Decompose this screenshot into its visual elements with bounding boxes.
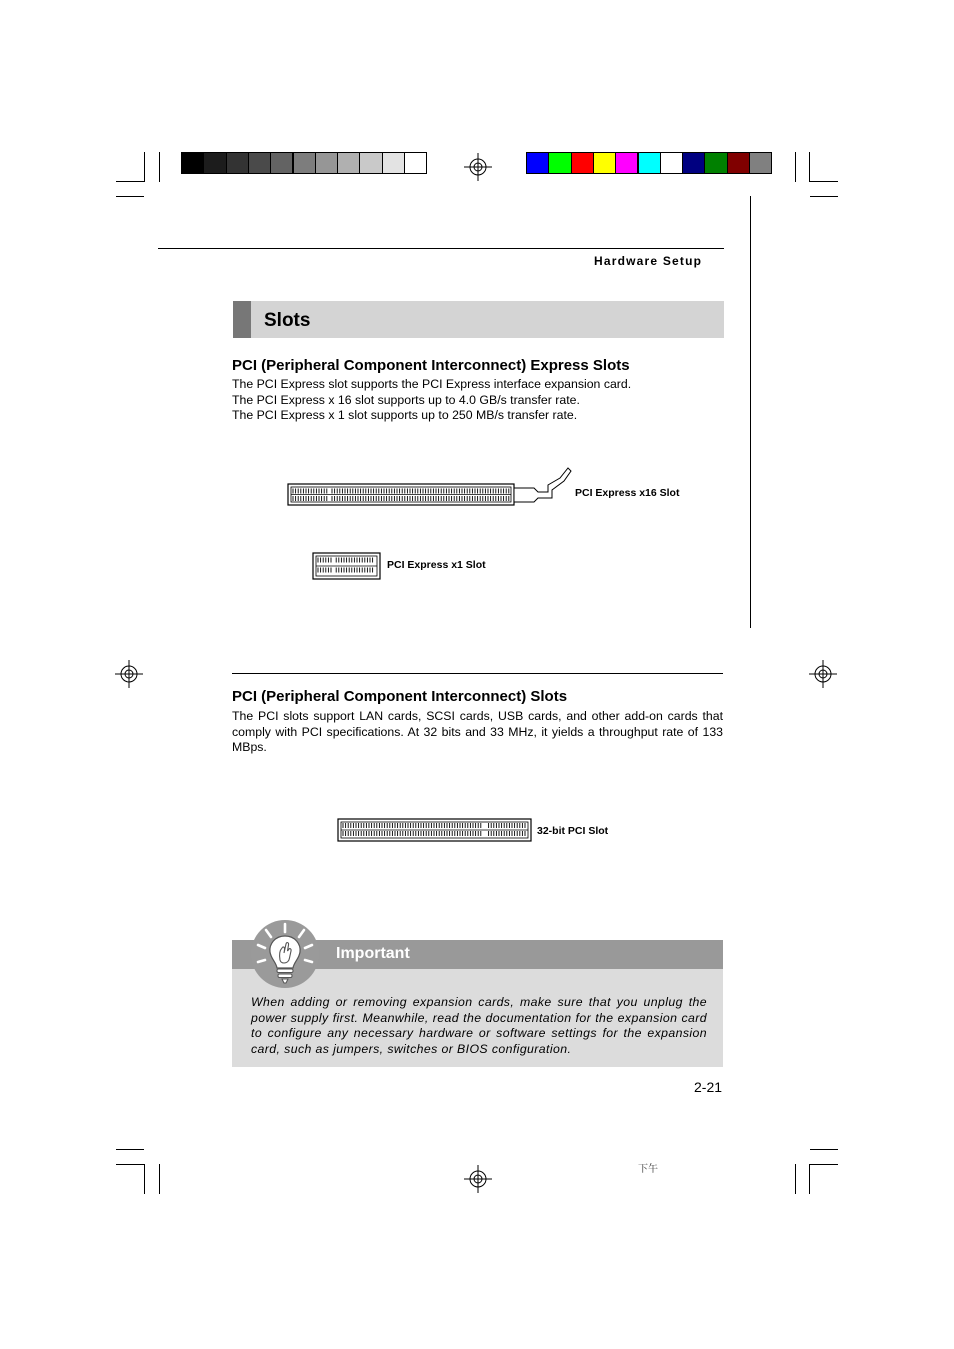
important-title: Important	[336, 945, 410, 962]
calibration-swatch	[359, 152, 382, 174]
pci-32bit-label: 32-bit PCI Slot	[537, 825, 609, 837]
registration-target-icon	[464, 153, 492, 181]
pci-description: The PCI slots support LAN cards, SCSI cards, USB cards, and other add-on cards that comply with PCI specifications. At 32 bits and 33 MHz, it yields a throughput rate of 133 MBps.	[232, 709, 723, 754]
lightbulb-hand-icon	[249, 918, 321, 990]
pcie-x1-label: PCI Express x1 Slot	[387, 559, 486, 571]
calibration-swatch	[226, 152, 249, 174]
pcie-x16-slot-illustration	[286, 464, 576, 510]
header-rule	[158, 248, 724, 249]
calibration-swatch	[638, 152, 661, 174]
registration-target-icon	[464, 1165, 492, 1193]
calibration-swatch	[593, 152, 616, 174]
pcie-description	[232, 377, 732, 424]
calibration-swatch	[615, 152, 638, 174]
calibration-swatch	[571, 152, 594, 174]
calibration-swatch	[315, 152, 338, 174]
calibration-swatch	[404, 152, 427, 174]
registration-target-icon	[115, 660, 143, 688]
calibration-swatch	[270, 152, 293, 174]
pci-32bit-slot-illustration	[337, 818, 533, 844]
calibration-swatch	[682, 152, 705, 174]
pcie-line: The PCI Express slot supports the PCI Express interface expansion card.	[232, 377, 632, 391]
section-title: Slots	[264, 310, 311, 331]
calibration-swatch	[337, 152, 360, 174]
calibration-swatch	[704, 152, 727, 174]
calibration-swatch	[293, 152, 316, 174]
pci-heading: PCI (Peripheral Component Interconnect) Slots	[232, 688, 568, 705]
calibration-swatch	[181, 152, 204, 174]
calibration-swatch	[203, 152, 226, 174]
registration-target-icon	[809, 660, 837, 688]
running-header: Hardware Setup	[594, 254, 703, 268]
print-stamp: 下午	[638, 1164, 658, 1175]
calibration-swatch	[660, 152, 683, 174]
section-heading-bar	[233, 301, 724, 338]
pcie-line: The PCI Express x 16 slot supports up to 4.0 GB/s transfer rate.	[232, 392, 580, 407]
pcie-x1-slot-illustration	[312, 552, 382, 580]
section-accent	[233, 301, 251, 338]
pcie-x16-label: PCI Express x16 Slot	[575, 487, 680, 499]
calibration-swatch	[749, 152, 772, 174]
page-number: 2-21	[694, 1079, 723, 1095]
calibration-swatch	[548, 152, 571, 174]
important-text: When adding or removing expansion cards, make sure that you unplug the power supply first. Meanwhile, read the documentation for the expansion card to configure any necessary hardware or software settings for the expansion card, such as jumpers, switches or BIOS configuration.	[251, 995, 707, 1056]
calibration-swatch	[382, 152, 405, 174]
pcie-heading: PCI (Peripheral Component Interconnect) Express Slots	[232, 357, 630, 374]
pcie-line: The PCI Express x 1 slot supports up to 250 MB/s transfer rate.	[232, 408, 578, 422]
calibration-swatch	[526, 152, 549, 174]
calibration-swatch	[727, 152, 750, 174]
section-divider	[232, 673, 723, 674]
calibration-swatch	[248, 152, 271, 174]
